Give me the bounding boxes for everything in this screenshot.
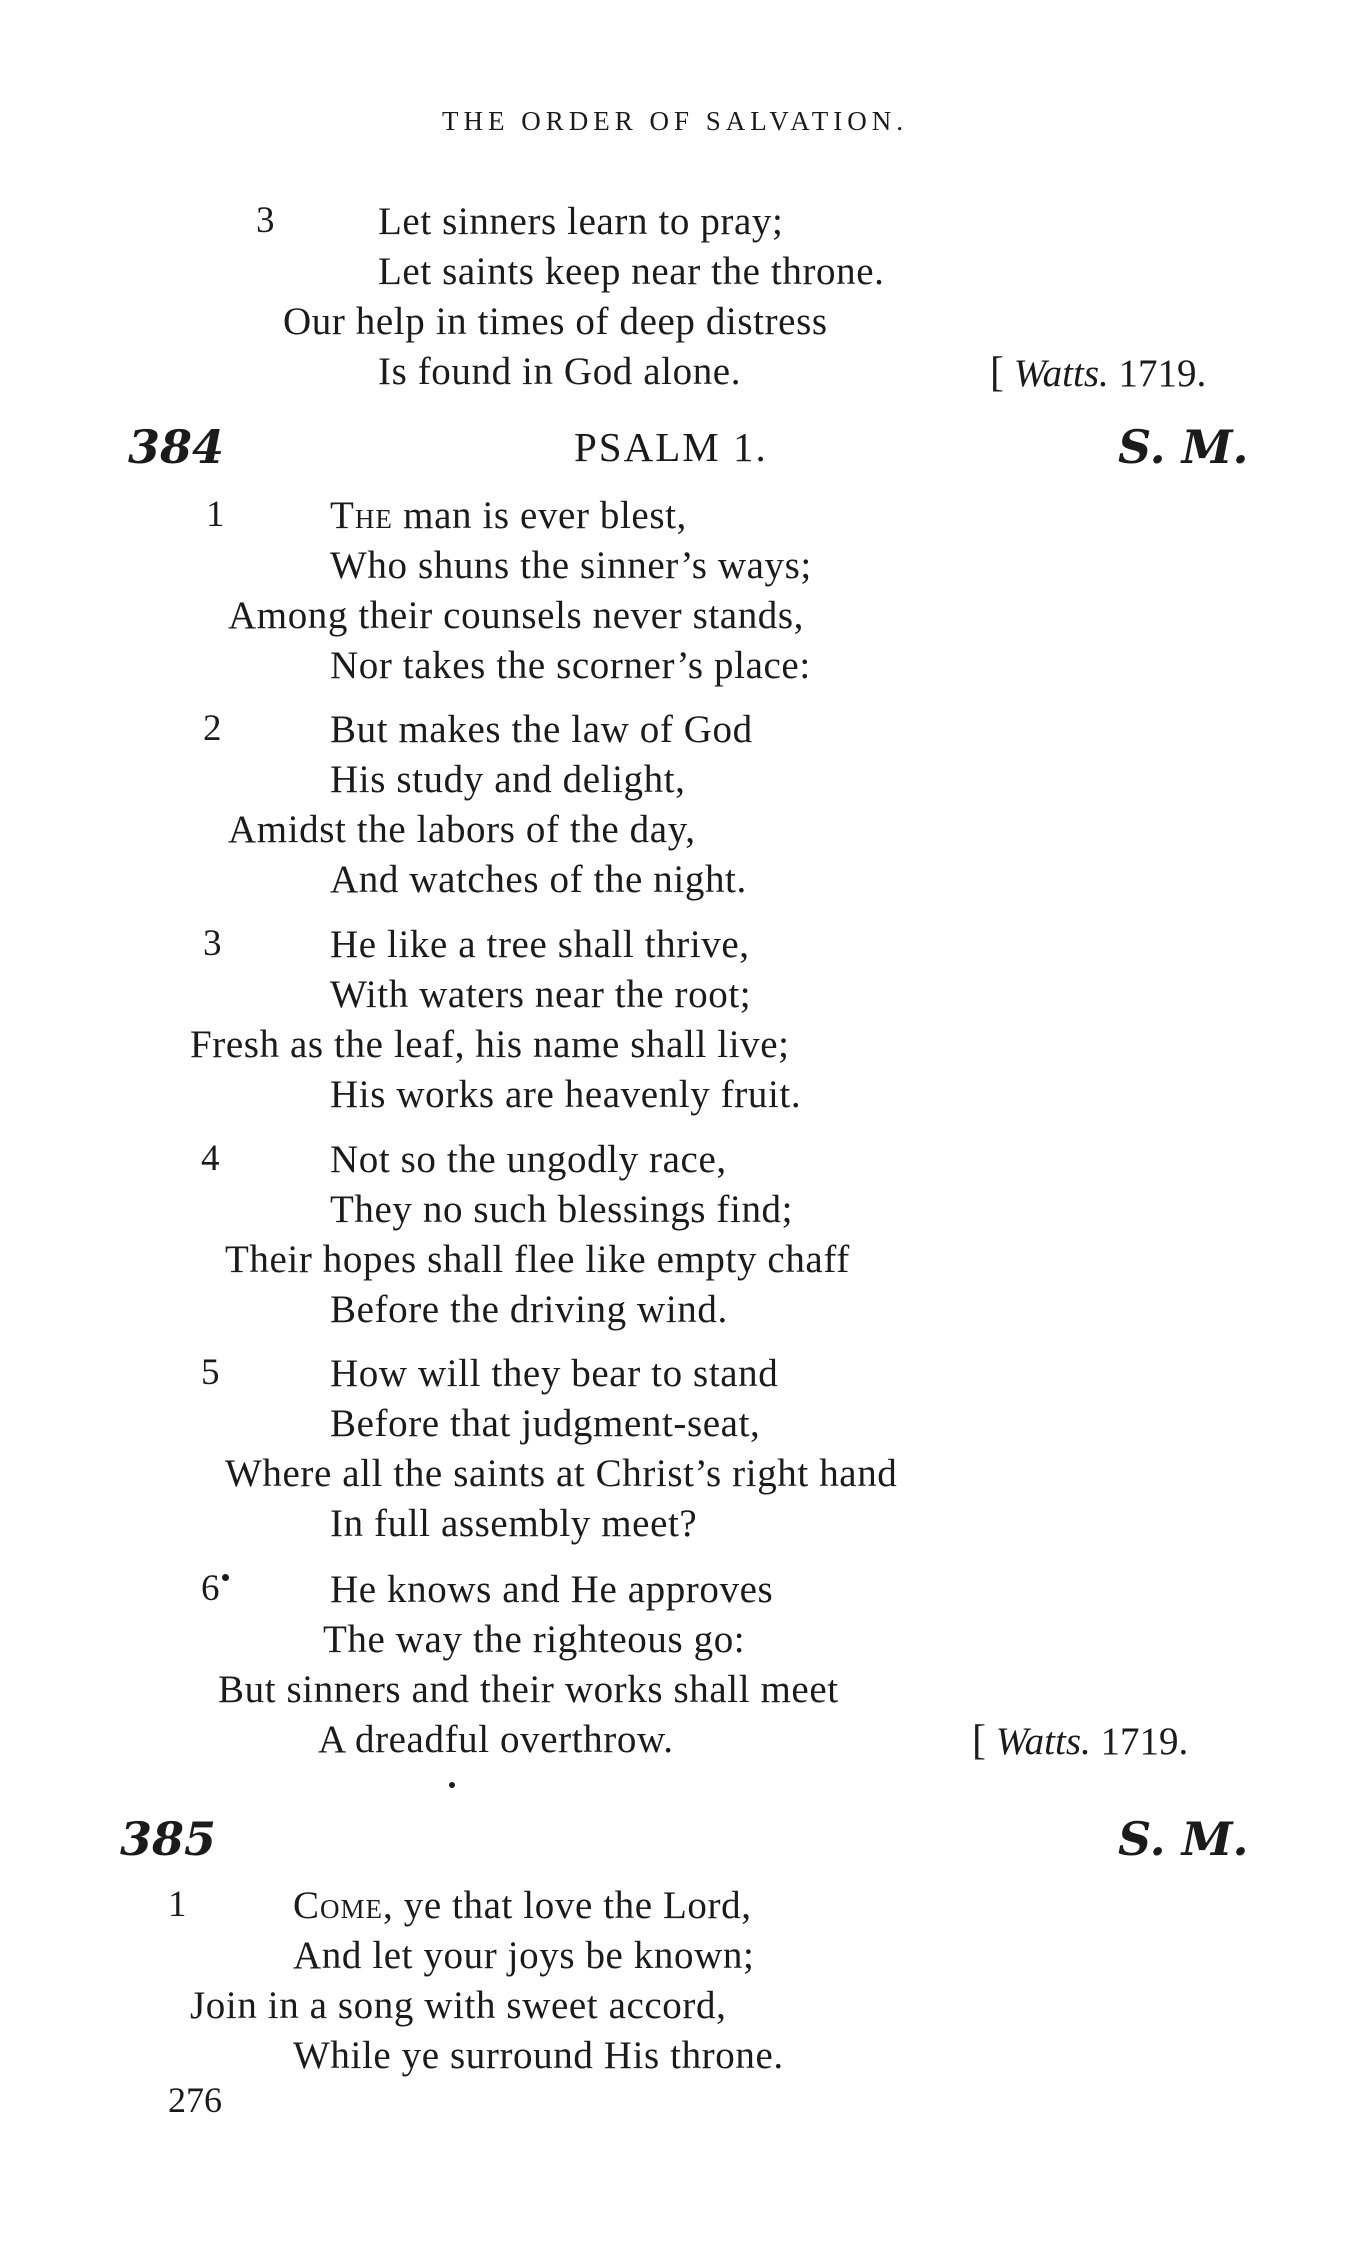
attribution-bracket: [ [990, 350, 1004, 396]
hymn-line: And watches of the night. [330, 858, 747, 901]
verse-number: 2 [203, 708, 222, 749]
hymn-line: How will they bear to stand [330, 1352, 779, 1395]
attribution-year: 1719. [1118, 352, 1207, 395]
first-word: The [330, 494, 393, 537]
running-head: THE ORDER OF SALVATION. [441, 106, 909, 136]
line-rest: , ye that love the Lord, [383, 1884, 752, 1927]
hymn-line: But makes the law of God [330, 708, 753, 751]
hymn-line: Where all the saints at Christ’s right hand [225, 1452, 898, 1495]
hymn-line: Join in a song with sweet accord, [190, 1984, 727, 2027]
hymn-line [293, 1886, 752, 1925]
hymn-line: Nor takes the scorner’s place: [330, 644, 811, 687]
verse-marker-dot [222, 1574, 229, 1581]
hymn-line: Not so the ungodly race, [330, 1138, 727, 1181]
hymn-title: PSALM 1. [574, 424, 768, 470]
hymn-line: Before that judgment-seat, [330, 1402, 761, 1445]
hymn-line: Their hopes shall flee like empty chaff [225, 1238, 850, 1281]
hymn-line: Who shuns the sinner’s ways; [330, 544, 812, 587]
verse-number: 6 [201, 1568, 220, 1609]
line-rest: man is ever blest, [392, 494, 687, 537]
hymn-line: Let sinners learn to pray; [378, 200, 784, 243]
hymn-line: His study and delight, [330, 758, 686, 801]
hymn-line: A dreadful overthrow. [318, 1718, 674, 1761]
attribution-year: 1719. [1100, 1720, 1189, 1763]
hymn-line: His works are heavenly fruit. [330, 1073, 802, 1116]
hymn-line: Before the driving wind. [330, 1288, 728, 1331]
hymn-line: With waters near the root; [330, 973, 752, 1016]
hymn-line: They no such blessings find; [330, 1188, 794, 1231]
hymn-meter: S. M. [1118, 420, 1249, 474]
verse-number: 1 [168, 1884, 187, 1925]
attribution [990, 352, 1206, 394]
hymn-line: Fresh as the leaf, his name shall live; [190, 1023, 790, 1066]
hymn-line: But sinners and their works shall meet [218, 1668, 839, 1711]
hymn-line: Amidst the labors of the day, [228, 808, 696, 851]
hymn-line: He knows and He approves [330, 1568, 774, 1611]
hymn-number: 385 [120, 1812, 217, 1866]
hymn-line: While ye surround His throne. [293, 2034, 784, 2077]
verse-number: 5 [201, 1352, 220, 1393]
first-word: Come [293, 1884, 384, 1927]
hymn-line: And let your joys be known; [293, 1934, 755, 1977]
hymn-number: 384 [128, 420, 225, 474]
attribution-bracket: [ [972, 1718, 986, 1764]
stray-dot [449, 1782, 455, 1788]
hymn-line: Is found in God alone. [378, 350, 742, 393]
hymn-line: Our help in times of deep distress [283, 300, 828, 343]
verse-number: 1 [206, 494, 225, 535]
verse-number: 4 [201, 1138, 220, 1179]
hymn-line [330, 496, 687, 535]
hymn-line: The way the righteous go: [323, 1618, 746, 1661]
hymn-meter: S. M. [1118, 1812, 1249, 1866]
hymn-line: He like a tree shall thrive, [330, 923, 750, 966]
hymn-line: Among their counsels never stands, [228, 594, 805, 637]
hymn-line: In full assembly meet? [330, 1502, 698, 1545]
attribution [972, 1720, 1188, 1762]
verse-number: 3 [203, 923, 222, 964]
attribution-author: Watts. [995, 1720, 1091, 1763]
hymn-line: Let saints keep near the throne. [378, 250, 885, 293]
verse-number: 3 [256, 200, 275, 241]
page-number: 276 [168, 2080, 222, 2120]
attribution-author: Watts. [1013, 352, 1109, 395]
